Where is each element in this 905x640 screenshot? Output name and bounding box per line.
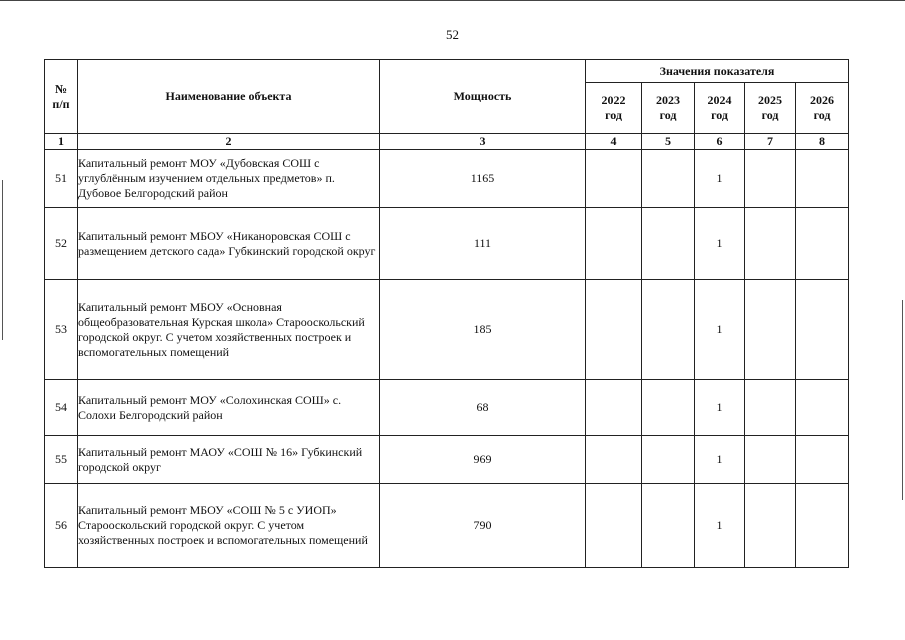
header-year-2022: [586, 83, 642, 134]
object-power: 1165: [380, 150, 586, 208]
header-object-name: Наименование объекта: [78, 60, 380, 134]
indicator-value-2026: [796, 208, 849, 280]
indicator-value-2024: 1: [695, 380, 745, 436]
table-row: [45, 436, 849, 484]
object-name: Капитальный ремонт МБОУ «Основная общеобразовательная Курская школа» Старооскольский городской округ. С учетом хозяйственных построек и вспомогательных помещений: [78, 280, 380, 380]
column-index-cell: 7: [745, 134, 796, 150]
page-number: 52: [446, 27, 459, 42]
scan-top-edge: [0, 0, 905, 1]
column-index-cell: 6: [695, 134, 745, 150]
indicator-value-2023: [642, 484, 695, 568]
object-power: 969: [380, 436, 586, 484]
indicator-value-2024: 1: [695, 484, 745, 568]
row-number: 53: [45, 280, 78, 380]
header-year-unit: год: [761, 108, 779, 122]
header-indicator-values: Значения показателя: [586, 60, 849, 83]
header-year-unit: год: [711, 108, 728, 122]
table-row: [45, 150, 849, 208]
column-index-cell: 5: [642, 134, 695, 150]
indicator-value-2023: [642, 280, 695, 380]
indicator-value-2025: [745, 150, 796, 208]
indicator-value-2022: [586, 208, 642, 280]
table-row: [45, 280, 849, 380]
indicator-value-2024: 1: [695, 280, 745, 380]
header-year-unit: год: [813, 108, 831, 122]
indicator-table: [44, 59, 849, 568]
object-power: 790: [380, 484, 586, 568]
indicator-value-2022: [586, 380, 642, 436]
indicator-value-2022: [586, 484, 642, 568]
header-year-2024: [695, 83, 745, 134]
header-number: № п/п: [45, 60, 78, 134]
indicator-value-2026: [796, 436, 849, 484]
column-index-cell: 2: [78, 134, 380, 150]
object-power: 68: [380, 380, 586, 436]
object-name: Капитальный ремонт МОУ «Дубовская СОШ с углублённым изучением отдельных предметов» п. Дубовое Белгородский район: [78, 150, 380, 208]
header-year-unit: год: [605, 108, 622, 122]
table-row: [45, 484, 849, 568]
indicator-value-2025: [745, 380, 796, 436]
table-row: [45, 208, 849, 280]
header-year-2026: [796, 83, 849, 134]
row-number: 51: [45, 150, 78, 208]
indicator-value-2025: [745, 436, 796, 484]
indicator-value-2023: [642, 380, 695, 436]
column-index-cell: 1: [45, 134, 78, 150]
scan-right-edge: [902, 300, 903, 500]
indicator-value-2022: [586, 150, 642, 208]
object-name: Капитальный ремонт МОУ «Солохинская СОШ» с. Солохи Белгородский район: [78, 380, 380, 436]
indicator-value-2026: [796, 150, 849, 208]
object-name: Капитальный ремонт МБОУ «СОШ № 5 с УИОП» Старооскольский городской округ. С учетом хозяйственных построек и вспомогательных помещений: [78, 484, 380, 568]
column-index-cell: 4: [586, 134, 642, 150]
indicator-value-2026: [796, 280, 849, 380]
header-year-2025: [745, 83, 796, 134]
indicator-value-2025: [745, 484, 796, 568]
header-year-value: 2022: [601, 93, 626, 107]
object-name: Капитальный ремонт МБОУ «Никаноровская СОШ с размещением детского сада» Губкинский городской округ: [78, 208, 380, 280]
header-year-value: 2024: [707, 93, 732, 107]
header-year-value: 2023: [656, 93, 680, 107]
indicator-value-2024: 1: [695, 208, 745, 280]
indicator-value-2023: [642, 208, 695, 280]
object-power: 111: [380, 208, 586, 280]
indicator-value-2026: [796, 484, 849, 568]
header-year-value: 2025: [758, 93, 782, 107]
table-row: [45, 380, 849, 436]
indicator-value-2023: [642, 150, 695, 208]
indicator-value-2022: [586, 436, 642, 484]
header-year-value: 2026: [810, 93, 834, 107]
indicator-value-2024: 1: [695, 436, 745, 484]
indicator-value-2025: [745, 208, 796, 280]
column-index-cell: 3: [380, 134, 586, 150]
indicator-value-2026: [796, 380, 849, 436]
scan-left-edge: [2, 180, 3, 340]
row-number: 54: [45, 380, 78, 436]
header-year-2023: [642, 83, 695, 134]
indicator-value-2025: [745, 280, 796, 380]
row-number: 55: [45, 436, 78, 484]
header-power: Мощность: [380, 60, 586, 134]
object-name: Капитальный ремонт МАОУ «СОШ № 16» Губкинский городской округ: [78, 436, 380, 484]
column-index-cell: 8: [796, 134, 849, 150]
object-power: 185: [380, 280, 586, 380]
row-number: 52: [45, 208, 78, 280]
header-year-unit: год: [659, 108, 677, 122]
indicator-value-2023: [642, 436, 695, 484]
indicator-value-2024: 1: [695, 150, 745, 208]
indicator-value-2022: [586, 280, 642, 380]
row-number: 56: [45, 484, 78, 568]
